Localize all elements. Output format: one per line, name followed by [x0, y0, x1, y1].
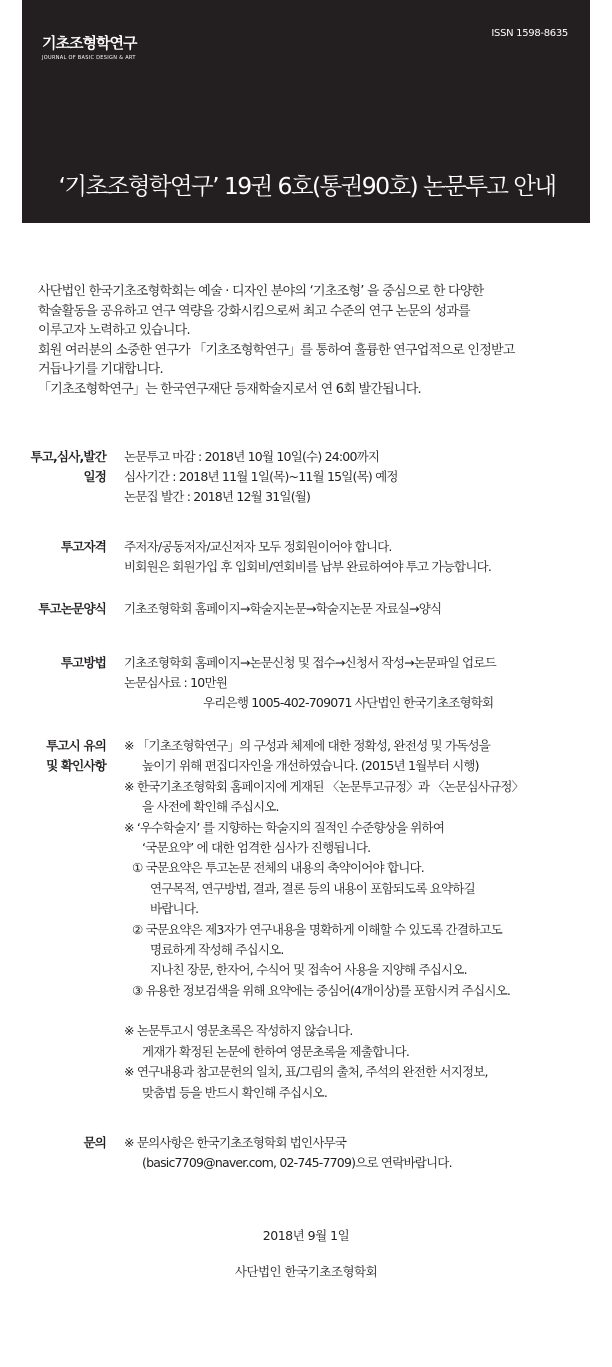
- method-content: [124, 653, 604, 713]
- footer-date: 2018년 9월 1일: [262, 1228, 350, 1243]
- issn-number: ISSN 1598-8635: [491, 28, 568, 39]
- method-line: 논문심사료 : 10만원: [124, 675, 227, 690]
- schedule-line: 논문투고 마감 : 2018년 10월 10일(수) 24:00까지: [124, 449, 380, 464]
- note-line: ※ 한국기초조형학회 홈페이지에 게재된 〈논문투고규정〉과 〈논문심사규정〉: [124, 778, 524, 794]
- schedule-line: 논문집 발간 : 2018년 12월 31일(월): [124, 489, 311, 504]
- format-content: [124, 599, 604, 619]
- qualification-label: 투고자격: [60, 539, 106, 554]
- logo-title: 기초조형학연구: [42, 34, 137, 52]
- schedule-line: 심사기간 : 2018년 11월 1일(목)~11월 15일(목) 예정: [124, 469, 398, 484]
- qualification-content: [124, 537, 604, 577]
- note-line: 연구목적, 연구방법, 결과, 결론 등의 내용이 포함되도록 요약하길: [150, 880, 475, 896]
- page-title: ‘기초조형학연구’ 19권 6호(통권90호) 논문투고 안내: [58, 172, 556, 200]
- header-banner: [22, 0, 590, 223]
- note-line: ‘국문요약’ 에 대한 엄격한 심사가 진행됩니다.: [142, 840, 371, 856]
- inquiry-label: 문의: [83, 1135, 106, 1150]
- intro-line: 거듭나기를 기대합니다.: [38, 362, 163, 378]
- intro-line: 회원 여러분의 소중한 연구가 「기초조형학연구」를 통하여 훌륭한 연구업적으로 인정받고: [38, 342, 515, 358]
- bank-account-line: 우리은행 1005-402-709071 사단법인 한국기초조형학회: [203, 695, 494, 710]
- journal-logo: [42, 32, 136, 61]
- note-line: 바랍니다.: [150, 901, 199, 917]
- note-line: ※ 연구내용과 참고문헌의 일치, 표/그림의 출처, 주석의 완전한 서지정보,: [124, 1064, 488, 1080]
- note-line: ※ 「기초조형학연구」의 구성과 체제에 대한 정확성, 완전성 및 가독성을: [124, 738, 491, 753]
- logo-subtitle: JOURNAL OF BASIC DESIGN & ART: [42, 55, 136, 61]
- schedule-label: 투고,심사,발간 일정: [30, 449, 106, 484]
- footer-organization: 사단법인 한국기초조형학회: [234, 1264, 378, 1279]
- qualification-line: 주저자/공동저자/교신저자 모두 정회원이어야 합니다.: [124, 539, 392, 554]
- intro-line: 「기초조형학연구」는 한국연구재단 등재학술지로서 연 6회 발간됩니다.: [38, 381, 421, 397]
- schedule-content: [124, 447, 604, 507]
- note-line: ③ 유용한 정보검색을 위해 요약에는 중심어(4개이상)를 포함시켜 주십시오.: [132, 982, 511, 998]
- notes-label: 투고시 유의 및 확인사항: [46, 738, 106, 773]
- format-label: 투고논문양식: [38, 601, 106, 616]
- note-line: 지나친 장문, 한자어, 수식어 및 접속어 사용을 지양해 주십시오.: [150, 962, 467, 978]
- note-line: ① 국문요약은 투고논문 전체의 내용의 축약이어야 합니다.: [132, 860, 424, 876]
- note-line: ※ 논문투고시 영문초록은 작성하지 않습니다.: [124, 1023, 353, 1039]
- note-line: 명료하게 작성해 주십시오.: [150, 942, 284, 958]
- note-line: ② 국문요약은 제3자가 연구내용을 명확하게 이해할 수 있도록 간결하고도: [132, 921, 502, 937]
- intro-line: 학술활동을 공유하고 연구 역량을 강화시킴으로써 최고 수준의 연구 논문의 성과를: [38, 303, 470, 319]
- intro-line: 사단법인 한국기초조형학회는 예술 · 디자인 분야의 ‘기초조형’ 을 중심으로 한 다양한: [38, 284, 484, 299]
- note-line: 높이기 위해 편집디자인을 개선하였습니다. (2015년 1월부터 시행): [142, 758, 479, 774]
- method-label: 투고방법: [60, 655, 106, 670]
- inquiry-contact-line: (basic7709@naver.com, 02-745-7709)으로 연락바랍니다.: [142, 1155, 452, 1170]
- inquiry-line: ※ 문의사항은 한국기초조형학회 법인사무국: [124, 1135, 347, 1150]
- notes-content: [124, 736, 604, 1103]
- note-line: 맞춤법 등을 반드시 확인해 주십시오.: [142, 1084, 327, 1100]
- note-line: 을 사전에 확인해 주십시오.: [142, 799, 279, 815]
- note-line: 게재가 확정된 논문에 한하여 영문초록을 제출합니다.: [142, 1043, 410, 1059]
- method-line: 기초조형학회 홈페이지→논문신청 및 접수→신청서 작성→논문파일 업로드: [124, 655, 496, 670]
- format-line: 기초조형학회 홈페이지→학술지논문→학술지논문 자료실→양식: [124, 601, 442, 616]
- note-line: ※ ‘우수학술지’ 를 지향하는 학술지의 질적인 수준향상을 위하여: [124, 819, 445, 835]
- inquiry-content: [124, 1133, 604, 1173]
- intro-line: 이루고자 노력하고 있습니다.: [38, 323, 190, 339]
- intro-paragraph: [38, 282, 598, 400]
- qualification-line: 비회원은 회원가입 후 입회비/연회비를 납부 완료하여야 투고 가능합니다.: [124, 559, 492, 574]
